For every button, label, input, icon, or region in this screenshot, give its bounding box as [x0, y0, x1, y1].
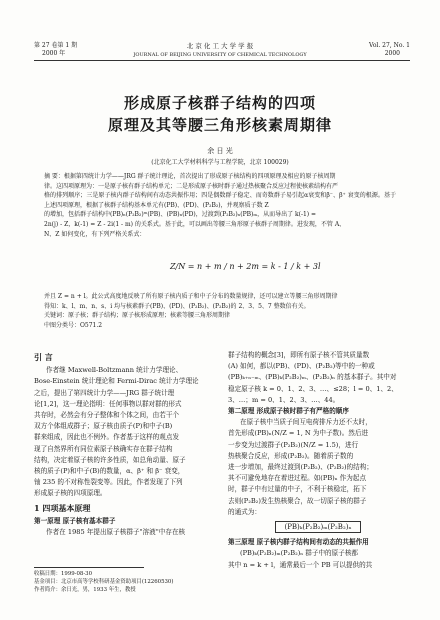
body-line: (PB)ₖ(P₂B₂)ₘ(P₂B₂)ₙ 群子中的原子核都	[240, 549, 359, 558]
intro-line: 之后，提出了第四统计力学——JRG 群子统计理	[34, 388, 175, 397]
intro-line: 群来组成，因此也不例外。作者基于这样的观点发	[34, 433, 180, 442]
footnote-rule	[34, 567, 144, 568]
body-line: 进一步增加，最终过渡到(P₂B₂)、(P₂B₂)的结构；	[228, 463, 373, 472]
body-line: (A) 如何，都以(PB)、(PD)、(P₂B₂)等中的一种或	[228, 362, 375, 371]
formula-rhs: k - 1 / k + 3l	[270, 262, 321, 271]
abstract-formula: Z/N = n + m / n + 2m = k - 1 / k + 3l	[170, 262, 321, 271]
intro-line: 核的质子(P)和中子(B)的数量，α、β⁺ 和 β⁻ 衰变，	[34, 467, 185, 476]
author: 余 日 光	[207, 147, 233, 155]
journal-volume-en	[369, 42, 410, 58]
header-rule	[34, 60, 410, 61]
abstract-line: 并且 Z = n + l。此公式高度地反映了所有原子核内质子和中子分布的数量规律，还可以建立等腰三角形周期律	[44, 293, 338, 300]
body-line: 其不可避免地存在着进过程。如(PB)ₙ 作为起点	[228, 474, 367, 483]
keywords: 关键词：原子核；群子结构；原子核形成原理；核素等腰三角形周期律	[44, 312, 231, 320]
abstract	[44, 172, 396, 239]
right-column	[228, 350, 408, 571]
affiliation: (北京化工大学材料科学与工程学院，北京 100029)	[151, 159, 289, 166]
intro-line: 铀 235 的不对称性裂变等。因此，作者发现了下列	[34, 478, 183, 487]
body-line: 群子结构的概念[3]，即所有原子核不管其质量数	[228, 351, 370, 359]
intro-line: 结构，决定着原子核的许多性质，如总角动量、原子	[34, 455, 186, 464]
body-line: 稳定原子核 k = 0、1、2、3、…、≤28；l = 0、1、2、	[228, 384, 398, 393]
left-column	[34, 350, 214, 538]
journal-volume	[34, 42, 77, 58]
formula-lhs: Z/N = n + m / n + 2m	[170, 262, 259, 271]
footnote-author: 作者简介：余日光，男，1933 年生，教授	[34, 587, 136, 593]
boxed-formula-wrap	[228, 522, 408, 533]
journal-name-en: JOURNAL OF BEIJING UNIVERSITY OF CHEMICAL TECHNOLOGY	[133, 51, 307, 58]
principle-1-heading: 第一原理 原子核有基本群子	[34, 516, 116, 525]
principle-3-heading: 第三原理 原子核内群子结构间有动态的共振作用	[228, 538, 369, 547]
title-line-2: 原理及其等腰三角形核素周期律	[107, 116, 332, 134]
abstract-line: 格的排列顺序；三是原子核内群子结构间有动态共振作用；四是偶数群子稳定、而奇数群子易引起α衰变和β⁻、β⁺ 衰变的根源。基于上述四项原理，根据了核群子结构基本单元有(PB)、(PD)、(P₂B₂)，并观察质子数 Z	[44, 192, 396, 209]
body-line: 在原子核中当质子间互电荷排斥力还不太时，	[240, 418, 372, 427]
volume-issue-en: Vol. 27, No. 1	[369, 42, 410, 49]
body-line: 3、…；m = 0、1、2、3、…、44。	[228, 395, 340, 404]
abstract-line: 律。这四项原理为：一是原子核有群子结构单元；二是形成原子核时群子通过热核聚合反应过程使核素结构有严	[44, 182, 339, 190]
section-1-heading: 1 四项基本原理	[34, 502, 91, 513]
abstract-line: 得知：k、l、m、n、s、i 均与核素群子(PB)、(PD)、(P₂B₂)、(P₂B₂)的 2、3、5、7 整数倍有关。	[44, 302, 310, 310]
body-line: 时，群子中有过量的中子，不利于核稳定，拓下	[228, 485, 367, 494]
intro-line: 双方个体组成群子；原子核由质子(P)和中子(B)	[34, 422, 173, 431]
body-line: 其中 n = k + l，通常最后一个 PB 可以提供的共	[228, 560, 373, 569]
abstract-continued	[44, 292, 396, 330]
footnote-received: 收稿日期：1999-08-30	[34, 571, 93, 577]
body-line: 首先形成(PB)ₙ(N/Z = 1, N 为中子数)。然后进	[228, 429, 369, 438]
volume-issue: 第 27 卷第 1 期	[34, 42, 78, 49]
year-en: 2000	[384, 50, 400, 57]
section-intro-heading: 引 言	[34, 352, 53, 362]
intro-line: 现了自然界所有同位素原子核确实存在群子结构	[34, 444, 173, 453]
body-line: 一步变为过渡群子(P₂B₂)(N/Z = 1.5)，进行	[228, 440, 359, 449]
footnotes	[34, 570, 224, 594]
abstract-line: 的增加，包括群子结构中(PB)ₙ(P₂B₂)ᵐ(PB)、(PB)ₙ(PD)，过渡到(P₂B₂)ₙ(PB)ₘ，从而导出了 k(-1) =	[44, 211, 317, 219]
intro-line: 共存时，必然会有分子整体和个体之间，由若干个	[34, 411, 180, 420]
principle-1-text: 作者在 1985 年提出原子核群子"溶液"中存在核	[46, 528, 186, 537]
journal-name	[110, 42, 330, 59]
intro-line: Bose-Einstein 统计理论和 Fermi-Dirac 统计力学理论	[34, 377, 199, 386]
paper-title	[40, 92, 400, 136]
abstract-line: N、Z 如何变化，有下列严格关系式：	[44, 230, 146, 238]
intro-line: 形成原子核的四项原理。	[34, 489, 107, 498]
intro-line: 作者继 Maxwell-Boltzmann 统计力学理论、	[46, 366, 183, 375]
footnote-funding: 基金项目：北京市高等学校科研基金资助项目(12260530)	[34, 579, 174, 585]
title-line-1: 形成原子核群子结构的四项	[123, 94, 316, 112]
boxed-formula: (PB)ₖ(P₂B₂)ₘ(P₂B₂)ₙ	[275, 521, 360, 533]
abstract-line: 2n(j) - Z，k(-1) = Z - 2i(1 - m) 的关系式。基于此，可以画出等腰三角形原子核群子周期律。进发现，不管 A、	[44, 220, 346, 228]
body-line: (PB)ₖ₊ₙ₋ₘ、(PB)ₖ(P₂B₂)ₘ、(P₂B₂)ₙ 的基本群子。其中对	[228, 373, 397, 382]
year: 2000 年	[42, 50, 66, 57]
intro-line: 论[1,2]，这一理论指明：任何事物以群对群的形式	[34, 399, 182, 408]
abstract-line: 摘 要：根据第四统计力学——JRG 群子统计理论，首次提出了形成原子核结构的四项原理及相应的原子核周期	[44, 173, 336, 180]
body-line: 的通式为：	[228, 507, 261, 516]
journal-name-cn: 北 京 化 工 大 学 学 报	[186, 42, 254, 50]
classification-number: 中图分类号：O571.2	[44, 321, 103, 329]
principle-2-heading: 第二原理 形成原子核时群子有严格的顺序	[228, 407, 349, 416]
body-line: 热核聚合反应，形成(P₂B₂)。随着质子数的	[228, 451, 354, 460]
body-line: 去则(P₂B₂)发生热核聚合，故一切原子核的群子	[228, 496, 367, 505]
